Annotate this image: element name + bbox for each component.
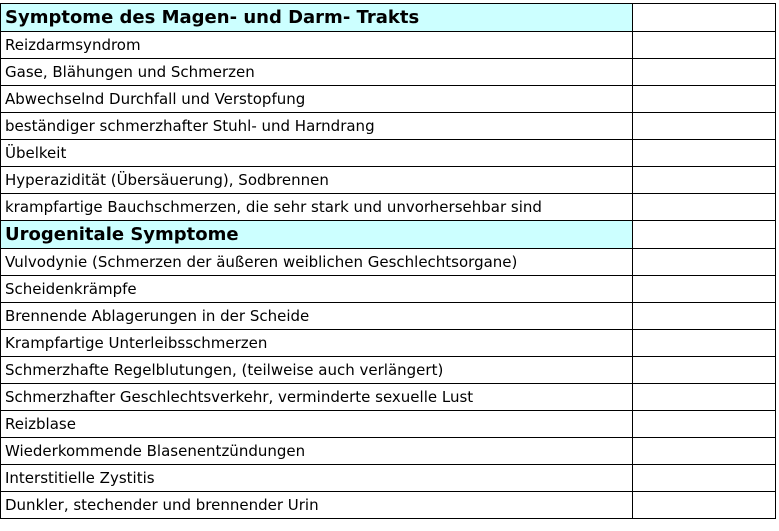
table-row (1, 32, 776, 59)
table-row (1, 140, 776, 167)
table-row (1, 59, 776, 86)
section-title[interactable]: Urogenitale Symptome (1, 221, 633, 249)
symptom-cell[interactable]: Schmerzhafter Geschlechtsverkehr, verminderte sexuelle Lust (1, 384, 633, 411)
empty-cell[interactable] (633, 465, 776, 492)
table-row (1, 330, 776, 357)
empty-cell[interactable] (633, 86, 776, 113)
empty-cell[interactable] (633, 438, 776, 465)
symptom-cell[interactable]: Interstitielle Zystitis (1, 465, 633, 492)
symptom-cell[interactable]: krampfartige Bauchschmerzen, die sehr stark und unvorhersehbar sind (1, 194, 633, 221)
table-row (1, 86, 776, 113)
table-row (1, 303, 776, 330)
empty-cell[interactable] (633, 492, 776, 519)
symptom-cell[interactable]: Schmerzhafte Regelblutungen, (teilweise auch verlängert) (1, 357, 633, 384)
empty-cell[interactable] (633, 249, 776, 276)
section-header-row (1, 4, 776, 32)
symptom-cell[interactable]: Reizblase (1, 411, 633, 438)
table-row (1, 384, 776, 411)
table-row (1, 411, 776, 438)
table-row (1, 492, 776, 519)
table-row (1, 438, 776, 465)
table-row (1, 276, 776, 303)
section-header-row (1, 221, 776, 249)
empty-cell[interactable] (633, 140, 776, 167)
symptom-cell[interactable]: Dunkler, stechender und brennender Urin (1, 492, 633, 519)
empty-cell[interactable] (633, 384, 776, 411)
symptom-cell[interactable]: Gase, Blähungen und Schmerzen (1, 59, 633, 86)
symptom-table (0, 3, 776, 519)
symptom-cell[interactable]: Vulvodynie (Schmerzen der äußeren weiblichen Geschlechtsorgane) (1, 249, 633, 276)
symptom-cell[interactable]: Scheidenkrämpfe (1, 276, 633, 303)
symptom-cell[interactable]: Hyperazidität (Übersäuerung), Sodbrennen (1, 167, 633, 194)
table-row (1, 113, 776, 140)
empty-cell[interactable] (633, 167, 776, 194)
section-title[interactable]: Symptome des Magen- und Darm- Trakts (1, 4, 633, 32)
symptom-cell[interactable]: Reizdarmsyndrom (1, 32, 633, 59)
empty-cell[interactable] (633, 221, 776, 249)
empty-cell[interactable] (633, 276, 776, 303)
table-row (1, 167, 776, 194)
symptom-cell[interactable]: Krampfartige Unterleibsschmerzen (1, 330, 633, 357)
table-row (1, 465, 776, 492)
table-row (1, 357, 776, 384)
table-row (1, 249, 776, 276)
empty-cell[interactable] (633, 4, 776, 32)
table-row (1, 194, 776, 221)
empty-cell[interactable] (633, 330, 776, 357)
empty-cell[interactable] (633, 411, 776, 438)
symptom-cell[interactable]: Brennende Ablagerungen in der Scheide (1, 303, 633, 330)
symptom-cell[interactable]: Abwechselnd Durchfall und Verstopfung (1, 86, 633, 113)
empty-cell[interactable] (633, 32, 776, 59)
empty-cell[interactable] (633, 113, 776, 140)
symptom-cell[interactable]: Wiederkommende Blasenentzündungen (1, 438, 633, 465)
symptom-cell[interactable]: beständiger schmerzhafter Stuhl- und Harndrang (1, 113, 633, 140)
empty-cell[interactable] (633, 194, 776, 221)
empty-cell[interactable] (633, 59, 776, 86)
empty-cell[interactable] (633, 303, 776, 330)
symptom-cell[interactable]: Übelkeit (1, 140, 633, 167)
empty-cell[interactable] (633, 357, 776, 384)
